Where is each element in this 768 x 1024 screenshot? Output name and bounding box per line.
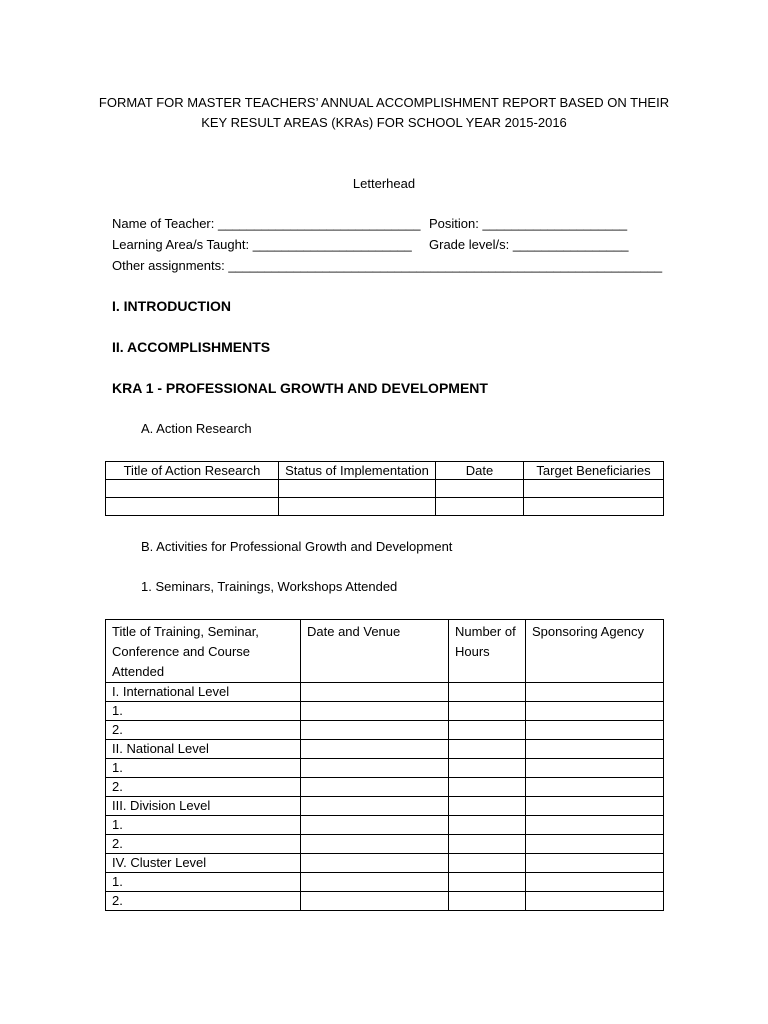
table-cell: [301, 816, 449, 835]
document-title-line-2: KEY RESULT AREAS (KRAs) FOR SCHOOL YEAR 2015-2016: [201, 115, 567, 130]
table-cell: [301, 835, 449, 854]
table-row: [106, 721, 664, 740]
action-research-heading: A. Action Research: [141, 421, 252, 436]
column-header: Number of Hours: [449, 620, 526, 683]
table-cell: [449, 721, 526, 740]
table-row: [106, 498, 664, 516]
table-cell: [526, 816, 664, 835]
table-cell: [301, 797, 449, 816]
table-cell: [436, 480, 524, 498]
table-cell: IV. Cluster Level: [106, 854, 301, 873]
table-cell: [526, 873, 664, 892]
table-cell: [106, 480, 279, 498]
table-cell: [449, 702, 526, 721]
table-cell: [449, 759, 526, 778]
table-row: [106, 835, 664, 854]
table-cell: II. National Level: [106, 740, 301, 759]
table-cell: [526, 778, 664, 797]
table-row: [106, 816, 664, 835]
table-cell: [526, 721, 664, 740]
name-of-teacher-field: Name of Teacher: ____________________________: [112, 216, 421, 231]
table-cell: [301, 759, 449, 778]
table-cell: [526, 854, 664, 873]
table-row: [106, 740, 664, 759]
table-cell: [449, 740, 526, 759]
table-row: [106, 892, 664, 911]
table-cell: 1.: [106, 759, 301, 778]
table-cell: [449, 892, 526, 911]
table-cell: [526, 683, 664, 702]
seminars-subheading: 1. Seminars, Trainings, Workshops Attended: [141, 579, 398, 594]
seminar-table: [105, 619, 664, 911]
table-cell: [449, 797, 526, 816]
table-cell: 2.: [106, 721, 301, 740]
table-row: [106, 873, 664, 892]
table-cell: [526, 797, 664, 816]
column-header: Title of Training, Seminar, Conference and Course Attended: [106, 620, 301, 683]
table-cell: [524, 480, 664, 498]
table-cell: I. International Level: [106, 683, 301, 702]
table-cell: 2.: [106, 778, 301, 797]
table-cell: [524, 498, 664, 516]
grade-level-field: Grade level/s: ________________: [429, 237, 629, 252]
table-cell: [526, 835, 664, 854]
table-cell: [449, 854, 526, 873]
action-research-table: [105, 461, 664, 516]
column-header: Title of Action Research: [106, 462, 279, 480]
table-row: [106, 480, 664, 498]
learning-area-field: Learning Area/s Taught: ______________________: [112, 237, 412, 252]
table-cell: 1.: [106, 816, 301, 835]
table-cell: 1.: [106, 873, 301, 892]
table-cell: [279, 498, 436, 516]
table-cell: [106, 498, 279, 516]
table-cell: [301, 854, 449, 873]
table-row: [106, 778, 664, 797]
table-header-row: [106, 620, 664, 683]
table-cell: 1.: [106, 702, 301, 721]
table-cell: [301, 740, 449, 759]
column-header: Date and Venue: [301, 620, 449, 683]
table-cell: [526, 740, 664, 759]
table-cell: [449, 873, 526, 892]
table-row: [106, 683, 664, 702]
table-cell: [436, 498, 524, 516]
accomplishments-heading: II. ACCOMPLISHMENTS: [112, 339, 271, 355]
table-cell: [301, 702, 449, 721]
table-cell: [301, 873, 449, 892]
table-cell: [449, 683, 526, 702]
introduction-heading: I. INTRODUCTION: [112, 298, 231, 314]
column-header: Sponsoring Agency: [526, 620, 664, 683]
column-header: Status of Implementation: [279, 462, 436, 480]
table-cell: [526, 892, 664, 911]
column-header: Target Beneficiaries: [524, 462, 664, 480]
position-field: Position: ____________________: [429, 216, 628, 231]
table-cell: [449, 778, 526, 797]
table-cell: [449, 816, 526, 835]
table-cell: [301, 721, 449, 740]
table-cell: [449, 835, 526, 854]
table-cell: III. Division Level: [106, 797, 301, 816]
table-cell: [526, 759, 664, 778]
table-row: [106, 759, 664, 778]
table-row: [106, 797, 664, 816]
table-cell: 2.: [106, 892, 301, 911]
table-row: [106, 702, 664, 721]
table-cell: [301, 778, 449, 797]
kra1-heading: KRA 1 - PROFESSIONAL GROWTH AND DEVELOPMENT: [112, 380, 488, 396]
letterhead-label: Letterhead: [352, 176, 416, 191]
other-assignments-field: Other assignments: ____________________________________________________________: [112, 258, 663, 273]
document-title-line-1: FORMAT FOR MASTER TEACHERS’ ANNUAL ACCOMPLISHMENT REPORT BASED ON THEIR: [98, 95, 670, 110]
table-cell: [526, 702, 664, 721]
column-header: Date: [436, 462, 524, 480]
table-cell: 2.: [106, 835, 301, 854]
table-cell: [301, 892, 449, 911]
table-row: [106, 854, 664, 873]
table-header-row: [106, 462, 664, 480]
activities-heading: B. Activities for Professional Growth and Development: [141, 539, 453, 554]
table-cell: [279, 480, 436, 498]
table-cell: [301, 683, 449, 702]
